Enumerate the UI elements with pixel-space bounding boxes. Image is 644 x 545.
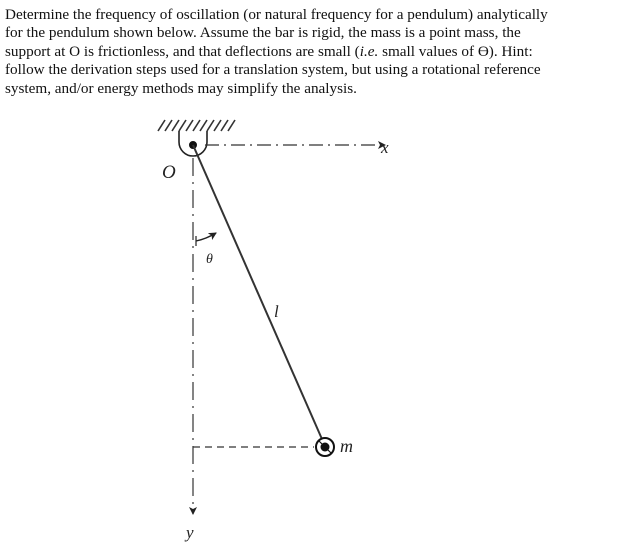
y-axis-label: y (186, 523, 194, 542)
ie-abbreviation: i.e. (359, 42, 379, 60)
problem-line-5: system, and/or energy methods may simplify the analysis. (5, 79, 357, 97)
angle-arc (196, 233, 216, 241)
problem-line-1: Determine the frequency of oscillation (or natural frequency for a pendulum) analytically (5, 6, 548, 23)
pendulum-rod (193, 145, 325, 446)
x-axis-label: x (381, 138, 389, 157)
angle-label: θ (206, 252, 213, 267)
point-mass-icon (316, 438, 334, 456)
problem-line-4: follow the derivation steps used for a translation system, but using a rotational reference (5, 61, 541, 79)
pivot-label: O (162, 162, 176, 183)
mass-label: m (340, 436, 353, 456)
problem-line-2: for the pendulum shown below. Assume the bar is rigid, the mass is a point mass, the (5, 24, 521, 42)
length-label: l (274, 302, 279, 321)
problem-line-3a: support at O is frictionless, and that deflections are small ( (5, 42, 360, 60)
problem-line-3b: small values of ϴ). Hint: (378, 42, 533, 60)
pivot-icon (179, 131, 207, 156)
ground-hatch-icon (158, 120, 235, 131)
